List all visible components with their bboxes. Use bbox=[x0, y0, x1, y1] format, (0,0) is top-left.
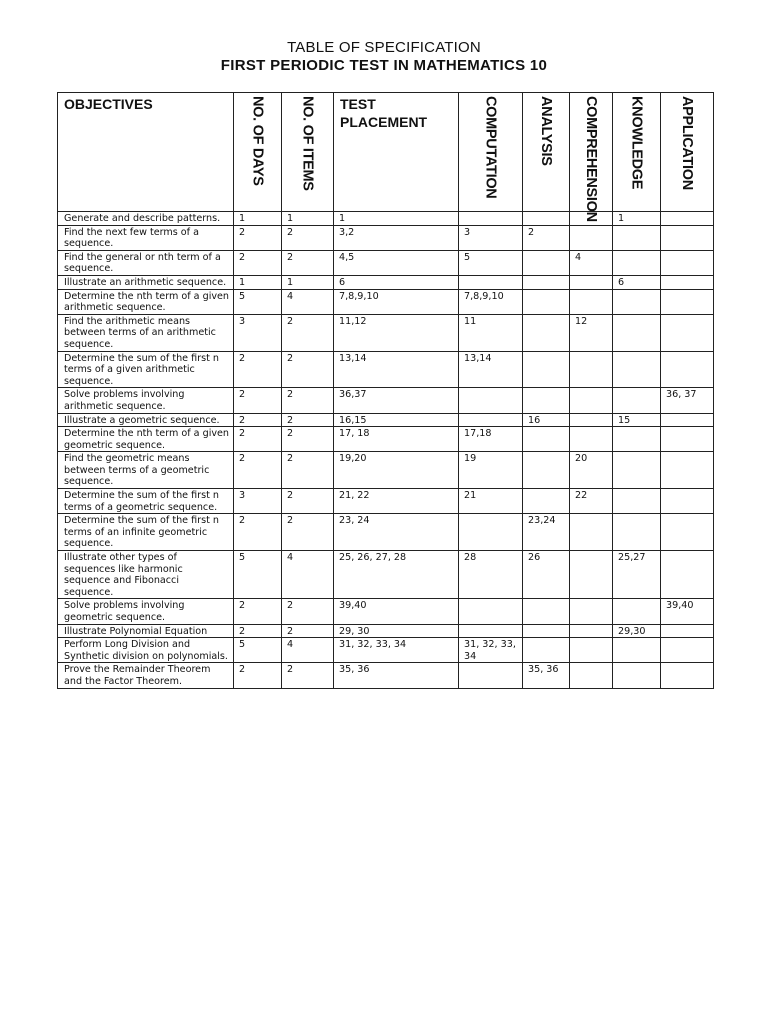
table-row bbox=[58, 624, 714, 638]
cell-knowledge bbox=[613, 427, 661, 452]
cell-obj: Find the general or nth term of a sequence. bbox=[58, 250, 234, 275]
cell-comprehension: 22 bbox=[570, 489, 613, 514]
cell-computation: 5 bbox=[459, 250, 523, 275]
cell-days: 2 bbox=[234, 624, 282, 638]
cell-obj: Illustrate Polynomial Equation bbox=[58, 624, 234, 638]
table-row bbox=[58, 663, 714, 688]
cell-days: 2 bbox=[234, 413, 282, 427]
cell-comprehension bbox=[570, 514, 613, 551]
cell-analysis bbox=[523, 250, 570, 275]
cell-application bbox=[661, 212, 714, 226]
cell-days: 2 bbox=[234, 351, 282, 388]
cell-computation: 21 bbox=[459, 489, 523, 514]
cell-placement: 16,15 bbox=[334, 413, 459, 427]
cell-comprehension bbox=[570, 638, 613, 663]
cell-items: 4 bbox=[282, 289, 334, 314]
cell-knowledge: 6 bbox=[613, 275, 661, 289]
cell-items: 2 bbox=[282, 250, 334, 275]
cell-knowledge bbox=[613, 638, 661, 663]
cell-application: 39,40 bbox=[661, 599, 714, 624]
cell-placement: 1 bbox=[334, 212, 459, 226]
cell-days: 2 bbox=[234, 250, 282, 275]
cell-analysis: 16 bbox=[523, 413, 570, 427]
header-days-label: NO. OF DAYS bbox=[249, 96, 266, 186]
cell-placement: 3,2 bbox=[334, 225, 459, 250]
cell-comprehension bbox=[570, 351, 613, 388]
document-title: TABLE OF SPECIFICATION bbox=[287, 39, 481, 56]
cell-analysis bbox=[523, 599, 570, 624]
cell-comprehension bbox=[570, 663, 613, 688]
cell-application bbox=[661, 314, 714, 351]
table-row bbox=[58, 351, 714, 388]
cell-comprehension bbox=[570, 388, 613, 413]
header-analysis bbox=[523, 93, 570, 212]
cell-analysis bbox=[523, 351, 570, 388]
header-comprehension bbox=[570, 93, 613, 222]
table-row bbox=[58, 225, 714, 250]
cell-computation bbox=[459, 413, 523, 427]
cell-obj: Determine the sum of the first n terms of an infinite geometric sequence. bbox=[58, 514, 234, 551]
cell-obj: Illustrate a geometric sequence. bbox=[58, 413, 234, 427]
cell-application bbox=[661, 514, 714, 551]
cell-application bbox=[661, 452, 714, 489]
header-knowledge-label: KNOWLEDGE bbox=[628, 96, 645, 190]
cell-application bbox=[661, 275, 714, 289]
header-items-label: NO. OF ITEMS bbox=[299, 96, 316, 191]
cell-items: 2 bbox=[282, 427, 334, 452]
cell-days: 3 bbox=[234, 314, 282, 351]
cell-placement: 39,40 bbox=[334, 599, 459, 624]
cell-placement: 19,20 bbox=[334, 452, 459, 489]
cell-items: 1 bbox=[282, 275, 334, 289]
cell-placement: 29, 30 bbox=[334, 624, 459, 638]
table-row bbox=[58, 638, 714, 663]
header-objectives: OBJECTIVES bbox=[58, 93, 234, 212]
cell-items: 4 bbox=[282, 551, 334, 599]
cell-application bbox=[661, 489, 714, 514]
cell-obj: Prove the Remainder Theorem and the Factor Theorem. bbox=[58, 663, 234, 688]
table-header-row bbox=[58, 93, 714, 212]
cell-obj: Illustrate an arithmetic sequence. bbox=[58, 275, 234, 289]
cell-application: 36, 37 bbox=[661, 388, 714, 413]
table-row bbox=[58, 314, 714, 351]
table-row bbox=[58, 427, 714, 452]
cell-obj: Find the geometric means between terms of a geometric sequence. bbox=[58, 452, 234, 489]
cell-computation bbox=[459, 599, 523, 624]
cell-items: 4 bbox=[282, 638, 334, 663]
cell-analysis bbox=[523, 452, 570, 489]
cell-comprehension bbox=[570, 599, 613, 624]
cell-computation: 13,14 bbox=[459, 351, 523, 388]
cell-comprehension: 20 bbox=[570, 452, 613, 489]
cell-knowledge bbox=[613, 314, 661, 351]
cell-days: 5 bbox=[234, 551, 282, 599]
cell-placement: 17, 18 bbox=[334, 427, 459, 452]
cell-computation: 31, 32, 33, 34 bbox=[459, 638, 523, 663]
cell-knowledge: 25,27 bbox=[613, 551, 661, 599]
cell-analysis: 23,24 bbox=[523, 514, 570, 551]
cell-days: 2 bbox=[234, 599, 282, 624]
specification-table bbox=[57, 92, 714, 689]
cell-application bbox=[661, 551, 714, 599]
cell-placement: 11,12 bbox=[334, 314, 459, 351]
cell-comprehension: 12 bbox=[570, 314, 613, 351]
cell-application bbox=[661, 413, 714, 427]
cell-placement: 23, 24 bbox=[334, 514, 459, 551]
cell-obj: Determine the sum of the first n terms of a geometric sequence. bbox=[58, 489, 234, 514]
cell-obj: Generate and describe patterns. bbox=[58, 212, 234, 226]
cell-items: 2 bbox=[282, 388, 334, 413]
cell-days: 2 bbox=[234, 663, 282, 688]
cell-items: 2 bbox=[282, 489, 334, 514]
cell-items: 2 bbox=[282, 599, 334, 624]
cell-application bbox=[661, 638, 714, 663]
cell-placement: 7,8,9,10 bbox=[334, 289, 459, 314]
cell-obj: Perform Long Division and Synthetic division on polynomials. bbox=[58, 638, 234, 663]
cell-computation: 11 bbox=[459, 314, 523, 351]
cell-days: 2 bbox=[234, 225, 282, 250]
cell-computation: 28 bbox=[459, 551, 523, 599]
cell-items: 2 bbox=[282, 314, 334, 351]
cell-application bbox=[661, 225, 714, 250]
table-row bbox=[58, 514, 714, 551]
cell-knowledge bbox=[613, 452, 661, 489]
cell-days: 5 bbox=[234, 289, 282, 314]
cell-computation bbox=[459, 514, 523, 551]
cell-days: 1 bbox=[234, 275, 282, 289]
cell-items: 1 bbox=[282, 212, 334, 226]
cell-application bbox=[661, 289, 714, 314]
cell-comprehension bbox=[570, 427, 613, 452]
cell-placement: 35, 36 bbox=[334, 663, 459, 688]
cell-items: 2 bbox=[282, 663, 334, 688]
cell-obj: Determine the nth term of a given arithmetic sequence. bbox=[58, 289, 234, 314]
table-row bbox=[58, 275, 714, 289]
table-row bbox=[58, 413, 714, 427]
cell-days: 2 bbox=[234, 388, 282, 413]
cell-comprehension bbox=[570, 551, 613, 599]
cell-knowledge bbox=[613, 514, 661, 551]
cell-computation: 3 bbox=[459, 225, 523, 250]
cell-computation: 19 bbox=[459, 452, 523, 489]
header-application bbox=[661, 93, 714, 212]
cell-analysis bbox=[523, 489, 570, 514]
cell-placement: 21, 22 bbox=[334, 489, 459, 514]
cell-analysis bbox=[523, 275, 570, 289]
header-test-placement: TEST PLACEMENT bbox=[334, 93, 459, 212]
table-body bbox=[58, 212, 714, 689]
cell-application bbox=[661, 427, 714, 452]
cell-items: 2 bbox=[282, 624, 334, 638]
cell-analysis: 2 bbox=[523, 225, 570, 250]
cell-knowledge bbox=[613, 351, 661, 388]
cell-days: 3 bbox=[234, 489, 282, 514]
header-days bbox=[234, 93, 282, 212]
cell-comprehension bbox=[570, 289, 613, 314]
cell-analysis bbox=[523, 638, 570, 663]
cell-placement: 31, 32, 33, 34 bbox=[334, 638, 459, 663]
document-subtitle: FIRST PERIODIC TEST IN MATHEMATICS 10 bbox=[220, 57, 548, 74]
cell-obj: Solve problems involving arithmetic sequence. bbox=[58, 388, 234, 413]
cell-comprehension bbox=[570, 624, 613, 638]
cell-computation: 17,18 bbox=[459, 427, 523, 452]
cell-days: 2 bbox=[234, 452, 282, 489]
cell-placement: 36,37 bbox=[334, 388, 459, 413]
cell-obj: Illustrate other types of sequences like harmonic sequence and Fibonacci sequence. bbox=[58, 551, 234, 599]
cell-placement: 25, 26, 27, 28 bbox=[334, 551, 459, 599]
cell-knowledge bbox=[613, 225, 661, 250]
header-computation-label: COMPUTATION bbox=[482, 96, 499, 199]
cell-analysis bbox=[523, 388, 570, 413]
cell-knowledge bbox=[613, 289, 661, 314]
header-items bbox=[282, 93, 334, 212]
cell-obj: Determine the nth term of a given geometric sequence. bbox=[58, 427, 234, 452]
cell-knowledge: 29,30 bbox=[613, 624, 661, 638]
cell-application bbox=[661, 624, 714, 638]
cell-comprehension bbox=[570, 225, 613, 250]
cell-comprehension: 4 bbox=[570, 250, 613, 275]
cell-obj: Find the next few terms of a sequence. bbox=[58, 225, 234, 250]
cell-computation bbox=[459, 388, 523, 413]
cell-obj: Find the arithmetic means between terms of an arithmetic sequence. bbox=[58, 314, 234, 351]
cell-knowledge: 1 bbox=[613, 212, 661, 226]
cell-knowledge bbox=[613, 663, 661, 688]
cell-comprehension bbox=[570, 275, 613, 289]
header-application-label: APPLICATION bbox=[679, 96, 695, 190]
cell-items: 2 bbox=[282, 351, 334, 388]
cell-placement: 4,5 bbox=[334, 250, 459, 275]
cell-computation bbox=[459, 212, 523, 226]
cell-days: 2 bbox=[234, 427, 282, 452]
cell-placement: 13,14 bbox=[334, 351, 459, 388]
cell-obj: Solve problems involving geometric sequence. bbox=[58, 599, 234, 624]
cell-analysis bbox=[523, 212, 570, 226]
cell-knowledge: 15 bbox=[613, 413, 661, 427]
cell-obj: Determine the sum of the first n terms of a given arithmetic sequence. bbox=[58, 351, 234, 388]
cell-computation bbox=[459, 663, 523, 688]
cell-computation: 7,8,9,10 bbox=[459, 289, 523, 314]
cell-computation bbox=[459, 624, 523, 638]
header-knowledge bbox=[613, 93, 661, 212]
cell-computation bbox=[459, 275, 523, 289]
table-row bbox=[58, 452, 714, 489]
cell-knowledge bbox=[613, 250, 661, 275]
table-row bbox=[58, 599, 714, 624]
cell-application bbox=[661, 250, 714, 275]
cell-days: 5 bbox=[234, 638, 282, 663]
cell-analysis bbox=[523, 624, 570, 638]
header-computation bbox=[459, 93, 523, 212]
cell-items: 2 bbox=[282, 413, 334, 427]
cell-knowledge bbox=[613, 388, 661, 413]
cell-knowledge bbox=[613, 489, 661, 514]
cell-application bbox=[661, 351, 714, 388]
table-row bbox=[58, 212, 714, 226]
cell-analysis bbox=[523, 427, 570, 452]
cell-analysis: 35, 36 bbox=[523, 663, 570, 688]
cell-analysis: 26 bbox=[523, 551, 570, 599]
table-row bbox=[58, 289, 714, 314]
header-analysis-label: ANALYSIS bbox=[538, 96, 554, 166]
header-comprehension-label: COMPREHENSION bbox=[583, 96, 599, 222]
table-row bbox=[58, 489, 714, 514]
cell-items: 2 bbox=[282, 514, 334, 551]
cell-analysis bbox=[523, 289, 570, 314]
table-row bbox=[58, 388, 714, 413]
cell-placement: 6 bbox=[334, 275, 459, 289]
cell-items: 2 bbox=[282, 225, 334, 250]
cell-days: 1 bbox=[234, 212, 282, 226]
cell-analysis bbox=[523, 314, 570, 351]
cell-application bbox=[661, 663, 714, 688]
cell-days: 2 bbox=[234, 514, 282, 551]
table-row bbox=[58, 250, 714, 275]
cell-items: 2 bbox=[282, 452, 334, 489]
table-row bbox=[58, 551, 714, 599]
cell-knowledge bbox=[613, 599, 661, 624]
cell-comprehension bbox=[570, 413, 613, 427]
